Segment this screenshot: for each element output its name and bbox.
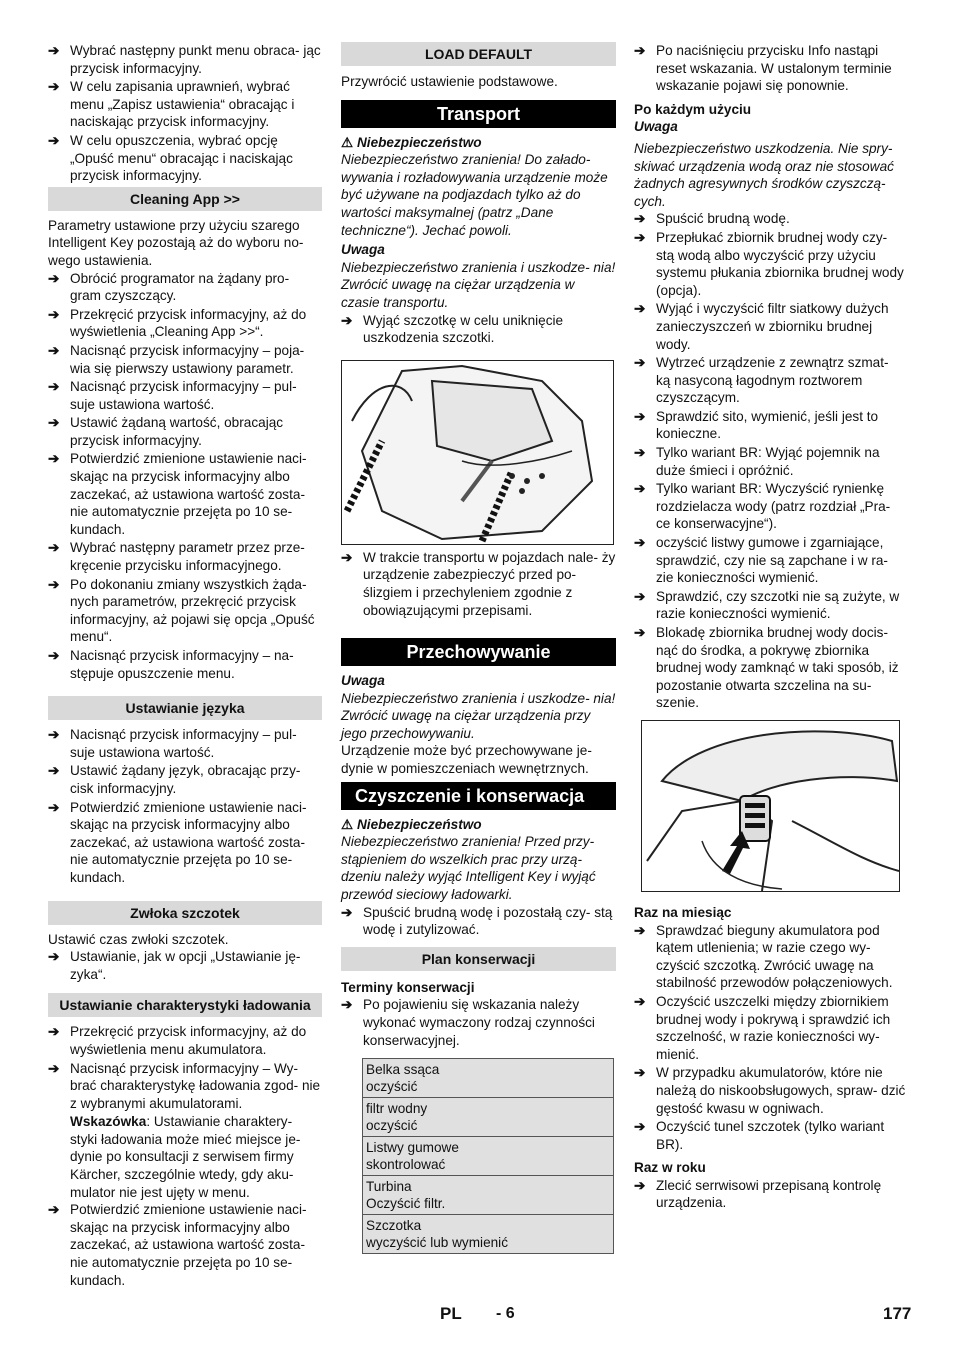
table-cell xyxy=(363,1059,614,1098)
plan-step: ➔ Po pojawieniu się wskazania należy wykonać wymaczony rodzaj czynności konserwacyjnej. xyxy=(341,997,595,1048)
after-use-caution-label: Uwaga xyxy=(634,119,678,135)
step-item xyxy=(48,306,322,341)
arrow-icon: ➔ xyxy=(634,1119,646,1135)
task-action: skontrolować xyxy=(366,1157,446,1173)
step-text: Spuścić brudną wodę. xyxy=(656,211,790,227)
heading-cleaning: Czyszczenie i konserwacja xyxy=(341,782,616,810)
arrow-icon: ➔ xyxy=(341,904,353,920)
step-text: W celu opuszczenia, wybrać opcję „Opuść menu“ obracając i naciskając przycisk informacyjny. xyxy=(70,132,293,184)
step-item xyxy=(634,1064,906,1117)
step-text: oczyścić listwy gumowe i zgarniające, sprawdzić, czy nie są zapchane i w ra- zie konieczności wymienić. xyxy=(656,535,888,586)
step-text: W celu zapisania uprawnień, wybrać menu „Zapisz ustawienia“ obracając i naciskając przycisk informacyjny. xyxy=(70,79,295,130)
plan-subtitle: Terminy konserwacji xyxy=(341,979,475,995)
transport-step-2: ➔ W trakcie transportu w pojazdach nale- ży urządzenie zabezpieczyć przed po- ślizgiem i przechyleniem zgodnie z obowiązującymi przepisami. xyxy=(341,549,616,618)
task-action: oczyścić xyxy=(366,1079,418,1095)
step-item xyxy=(48,42,322,77)
task-action: oczyścić xyxy=(366,1118,418,1134)
arrow-icon: ➔ xyxy=(634,588,646,604)
storage-text: Urządzenie może być przechowywane je- dynie w pomieszczeniach wewnętrznych. xyxy=(341,743,592,777)
arrow-icon: ➔ xyxy=(48,270,60,286)
step-item xyxy=(48,948,322,983)
step-text: Sprawdzić, czy szczotki nie są zużyte, w razie konieczności wymienić. xyxy=(656,588,900,622)
step-item xyxy=(634,534,906,587)
step-item xyxy=(634,624,906,712)
brush-delay-text: Ustawić czas zwłoki szczotek. xyxy=(48,931,229,947)
arrow-icon: ➔ xyxy=(48,43,60,58)
step-item xyxy=(48,1060,322,1113)
note-label: Wskazówka xyxy=(70,1114,147,1130)
tank-lock-figure xyxy=(641,720,900,892)
transport-danger-label: ⚠ Niebezpieczeństwo xyxy=(341,134,482,150)
task-part: Turbina xyxy=(366,1179,412,1195)
step-item xyxy=(48,799,322,887)
step-item xyxy=(48,762,322,797)
arrow-icon: ➔ xyxy=(48,799,60,815)
step-text: Sprawdzać bieguny akumulatora pod kątem utlenienia; w razie czego wy- czyścić szczotką. Zwrócić uwagę na stabilność przewodów połączeniowych. xyxy=(656,922,893,991)
heading-storage: Przechowywanie xyxy=(341,638,616,666)
step-text: Przepłukać zbiornik brudnej wody czy- stą wodą albo wyczyścić przy użyciu systemu płukania zbiornika brudnej wody (opcja). xyxy=(656,229,904,298)
heading-charging: Ustawianie charakterystyki ładowania xyxy=(48,993,322,1017)
arrow-icon: ➔ xyxy=(48,379,60,395)
after-use-caution-text: Niebezpieczeństwo uszkodzenia. Nie spry- skiwać urządzenia wodą oraz nie stosować żadnych agresywnych środków czyszczą- cych. xyxy=(634,140,894,209)
footer-page-sub: - 6 xyxy=(496,1305,515,1322)
storage-caution-text: Niebezpieczeństwo zranienia i uszkodze- nia! Zwrócić uwagę na ciężar urządzenia przy jego przechowywaniu. xyxy=(341,690,616,741)
heading-language: Ustawianie języka xyxy=(48,696,322,720)
step-text: Przekręcić przycisk informacyjny, aż do wyświetlenia „Cleaning App >>“. xyxy=(70,306,307,340)
arrow-icon: ➔ xyxy=(341,312,353,328)
cleaning-danger-label: ⚠ Niebezpieczeństwo xyxy=(341,816,482,832)
tank-lock-illustration xyxy=(642,721,899,891)
step-item xyxy=(48,270,322,305)
step-text: Oczyścić tunel szczotek (tylko wariant BR). xyxy=(656,1119,885,1152)
brush-delay-steps xyxy=(48,948,322,983)
step-item xyxy=(634,588,906,623)
step-text: Nacisnąć przycisk informacyjny – Wy- brać charakterystykę ładowania zgod- nie z wybranymi akumulatorami. xyxy=(70,1060,321,1111)
arrow-icon: ➔ xyxy=(48,540,60,556)
step-text: Ustawić żądany język, obracając przy- cisk informacyjny. xyxy=(70,763,301,796)
step-item xyxy=(634,210,906,228)
step-item xyxy=(48,378,322,413)
heading-cleaning-app: Cleaning App >> xyxy=(48,187,322,211)
arrow-icon: ➔ xyxy=(341,997,353,1013)
heading-yearly: Raz w roku xyxy=(634,1160,706,1176)
footer-page-num: 177 xyxy=(883,1304,912,1323)
monthly-steps xyxy=(634,922,906,1154)
arrow-icon: ➔ xyxy=(48,132,60,148)
step-text: Nacisnąć przycisk informacyjny – na- stępuje opuszczenie menu. xyxy=(70,648,294,681)
step-text: Nacisnąć przycisk informacyjny – pul- suje ustawiona wartość. xyxy=(70,727,297,760)
arrow-icon: ➔ xyxy=(634,43,646,58)
arrow-icon: ➔ xyxy=(341,549,353,565)
step-text: Tylko wariant BR: Wyczyścić rynienkę rozdzielacza wody (patrz rozdział „Pra- ce konserwacyjne“). xyxy=(656,481,891,532)
table-cell xyxy=(363,1098,614,1137)
step-item xyxy=(634,480,906,533)
step-item xyxy=(48,1023,322,1058)
step-item xyxy=(48,414,322,449)
arrow-icon: ➔ xyxy=(48,415,60,431)
arrow-icon: ➔ xyxy=(634,993,646,1009)
step-item xyxy=(48,132,322,185)
arrow-icon: ➔ xyxy=(634,211,646,227)
step-text: Wybrać następny parametr przez prze- kręcenie przycisku informacyjnego. xyxy=(70,540,305,574)
table-row xyxy=(363,1059,614,1098)
arrow-icon: ➔ xyxy=(48,727,60,743)
arrow-icon: ➔ xyxy=(48,949,60,965)
step-text: Potwierdzić zmienione ustawienie naci- skając na przycisk informacyjny albo zaczekać, aż ustawiona wartość zosta- nie automatycznie przejęta po 10 se- kundach. xyxy=(70,799,307,885)
yearly-steps xyxy=(634,1177,906,1212)
step-item xyxy=(634,922,906,992)
step-text: Tylko wariant BR: Wyjąć pojemnik na duże śmieci i opróżnić. xyxy=(656,445,880,478)
arrow-icon: ➔ xyxy=(48,451,60,467)
task-action: Oczyścić filtr. xyxy=(366,1196,446,1212)
step-item xyxy=(634,1177,906,1212)
step-text: Nacisnąć przycisk informacyjny – pul- suje ustawiona wartość. xyxy=(70,379,297,412)
heading-load-default: LOAD DEFAULT xyxy=(341,42,616,66)
table-row xyxy=(363,1137,614,1176)
arrow-icon: ➔ xyxy=(48,342,60,358)
transport-caution-text: Niebezpieczeństwo zranienia i uszkodze- nia! Zwrócić uwagę na ciężar urządzenia w czasie transportu. xyxy=(341,259,616,310)
note-text: : Ustawianie charaktery- styki ładowania może mieć miejsce je- dynie po konsultacji z serwisem firmy Kärcher, szczególnie wtedy, gdy aku- mulator nie jest ujęty w menu. xyxy=(70,1114,301,1200)
transport-danger-text: Niebezpieczeństwo zranienia! Do załado- wywania i rozładowywania urządzenie może być używane na podjazdach tylko aż do wartości maksymalnej (patrz „Dane techniczne“). Jechać powoli. xyxy=(341,152,608,238)
step-text: Nacisnąć przycisk informacyjny – poja- wia się pierwszy ustawiony parametr. xyxy=(70,342,305,376)
step-text: Zlecić serrwisowi przepisaną kontrolę urządzenia. xyxy=(656,1177,882,1211)
task-part: Listwy gumowe xyxy=(366,1140,459,1156)
task-part: filtr wodny xyxy=(366,1101,428,1117)
table-row xyxy=(363,1098,614,1137)
charging-steps xyxy=(48,1023,322,1112)
step-text: Ustawianie, jak w opcji „Ustawianie ję- zyka“. xyxy=(70,949,301,982)
transport-step-1: ➔ Wyjąć szczotkę w celu uniknięcie uszkodzenia szczotki. xyxy=(341,312,564,346)
cleaning-danger-text: Niebezpieczeństwo zranienia! Przed przy- stąpieniem do wszelkich prac przy urzą- dzeniu należy wyjąć Intelligent Key i wyjąć przewód sieciowy ładowarki. xyxy=(341,834,596,903)
step-item xyxy=(634,300,906,353)
transport-brush-figure xyxy=(341,360,614,545)
heading-monthly: Raz na miesiąc xyxy=(634,904,732,920)
step-item xyxy=(48,726,322,761)
task-part: Szczotka xyxy=(366,1218,422,1234)
step-text: Oczyścić uszczelki między zbiornikiem brudnej wody i pokrywą i sprawdzić ich szczelność, w razie konieczności wy- mienić. xyxy=(656,993,891,1062)
step-text: Wytrzeć urządzenie z zewnątrz szmat- ką nasyconą łagodnym roztworem czyszczącym. xyxy=(656,355,889,406)
maintenance-table xyxy=(362,1058,614,1254)
step-item xyxy=(634,354,906,407)
arrow-icon: ➔ xyxy=(634,922,646,938)
arrow-icon: ➔ xyxy=(634,408,646,424)
step-item xyxy=(48,450,322,538)
table-cell xyxy=(363,1176,614,1215)
step-text: Potwierdzić zmienione ustawienie naci- skając na przycisk informacyjny albo zaczekać, aż ustawiona wartość zosta- nie automatycznie przejęta po 10 se- kundach. xyxy=(70,451,307,537)
heading-transport: Transport xyxy=(341,100,616,128)
arrow-icon: ➔ xyxy=(634,229,646,245)
step-text: Przekręcić przycisk informacyjny, aż do wyświetlenia menu akumulatora. xyxy=(70,1024,307,1057)
arrow-icon: ➔ xyxy=(634,1065,646,1081)
arrow-icon: ➔ xyxy=(634,625,646,640)
step-item xyxy=(634,408,906,443)
step-item xyxy=(48,647,322,682)
step-item xyxy=(48,539,322,574)
after-use-steps xyxy=(634,210,906,712)
intro-steps xyxy=(48,42,322,185)
arrow-icon: ➔ xyxy=(48,1202,60,1218)
step-item xyxy=(634,993,906,1063)
heading-brush-delay: Zwłoka szczotek xyxy=(48,901,322,925)
charging-last-step: ➔ Potwierdzić zmienione ustawienie naci- skając na przycisk informacyjny albo zaczekać, aż ustawiona wartość zosta- nie automatycznie przejęta po 10 se- kundach. xyxy=(48,1202,307,1288)
arrow-icon: ➔ xyxy=(634,301,646,317)
charging-note xyxy=(48,1113,322,1201)
heading-plan: Plan konserwacji xyxy=(341,947,616,971)
step-text: Wyjąć i wyczyścić filtr siatkowy dużych zanieczyszczeń w zbiorniku brudnej wody. xyxy=(656,301,889,352)
step-text: Obrócić programator na żądany pro- gram czyszczący. xyxy=(70,270,290,304)
warning-icon: ⚠ xyxy=(341,816,354,832)
arrow-icon: ➔ xyxy=(48,306,60,322)
step-text: Ustawić żądaną wartość, obracając przycisk informacyjny. xyxy=(70,415,284,448)
arrow-icon: ➔ xyxy=(48,648,60,663)
arrow-icon: ➔ xyxy=(48,763,60,779)
arrow-icon: ➔ xyxy=(634,445,646,461)
table-row xyxy=(363,1176,614,1215)
table-cell xyxy=(363,1137,614,1176)
transport-caution-label: Uwaga xyxy=(341,242,385,258)
step-item xyxy=(48,342,322,377)
brush-removal-illustration xyxy=(342,361,613,544)
step-text: W przypadku akumulatorów, które nie należą do niskoobsługowych, spraw- dzić gęstość kwasu w ogniwach. xyxy=(656,1065,906,1116)
table-cell xyxy=(363,1215,614,1254)
step-text: Wybrać następny punkt menu obraca- jąc przycisk informacyjny. xyxy=(70,43,321,76)
info-reset-step: ➔ Po naciśnięciu przycisku Info nastąpi reset wskazania. W ustalonym terminie wskazanie pojawi się ponownie. xyxy=(634,43,892,94)
step-item xyxy=(634,229,906,299)
arrow-icon: ➔ xyxy=(634,355,646,371)
task-action: wyczyścić lub wymienić xyxy=(366,1235,509,1251)
arrow-icon: ➔ xyxy=(634,1177,646,1193)
task-part: Belka ssąca xyxy=(366,1062,440,1078)
step-item xyxy=(634,1118,906,1153)
step-text: Po dokonaniu zmiany wszystkich żąda- nych parametrów, przekręcić przycisk informacyjny, aż pojawi się opcja „Opuść menu“. xyxy=(70,576,315,645)
step-item xyxy=(48,78,322,131)
footer-lang: PL xyxy=(440,1304,462,1323)
step-text: Sprawdzić sito, wymienić, jeśli jest to konieczne. xyxy=(656,408,879,442)
storage-caution-label: Uwaga xyxy=(341,673,385,689)
arrow-icon: ➔ xyxy=(634,481,646,497)
cleaning-step: ➔ Spuścić brudną wodę i pozostałą czy- stą wodę i zutylizować. xyxy=(341,904,613,938)
step-text: Blokadę zbiornika brudnej wody docis- nąć do środka, a pokrywę zbiornika brudnej wody zamknąć w taki sposób, iż pozostanie otwarta szczelina na su- szenie. xyxy=(656,625,899,711)
load-default-text: Przywrócić ustawienie podstawowe. xyxy=(341,74,558,89)
column-2 xyxy=(341,42,616,1254)
heading-after-use: Po każdym użyciu xyxy=(634,101,752,117)
arrow-icon: ➔ xyxy=(634,535,646,551)
column-3 xyxy=(634,42,906,1213)
column-1 xyxy=(48,42,322,1290)
step-item xyxy=(634,444,906,479)
warning-icon: ⚠ xyxy=(341,134,354,150)
table-row xyxy=(363,1215,614,1254)
cleaning-app-text: Parametry ustawione przy użyciu szarego Intelligent Key pozostają aż do wyboru no- wego ustawienia. xyxy=(48,217,304,268)
arrow-icon: ➔ xyxy=(48,79,60,95)
step-item xyxy=(48,576,322,646)
arrow-icon: ➔ xyxy=(48,1060,60,1076)
arrow-icon: ➔ xyxy=(48,576,60,592)
cleaning-app-steps xyxy=(48,270,322,683)
arrow-icon: ➔ xyxy=(48,1024,60,1040)
language-steps xyxy=(48,726,322,886)
